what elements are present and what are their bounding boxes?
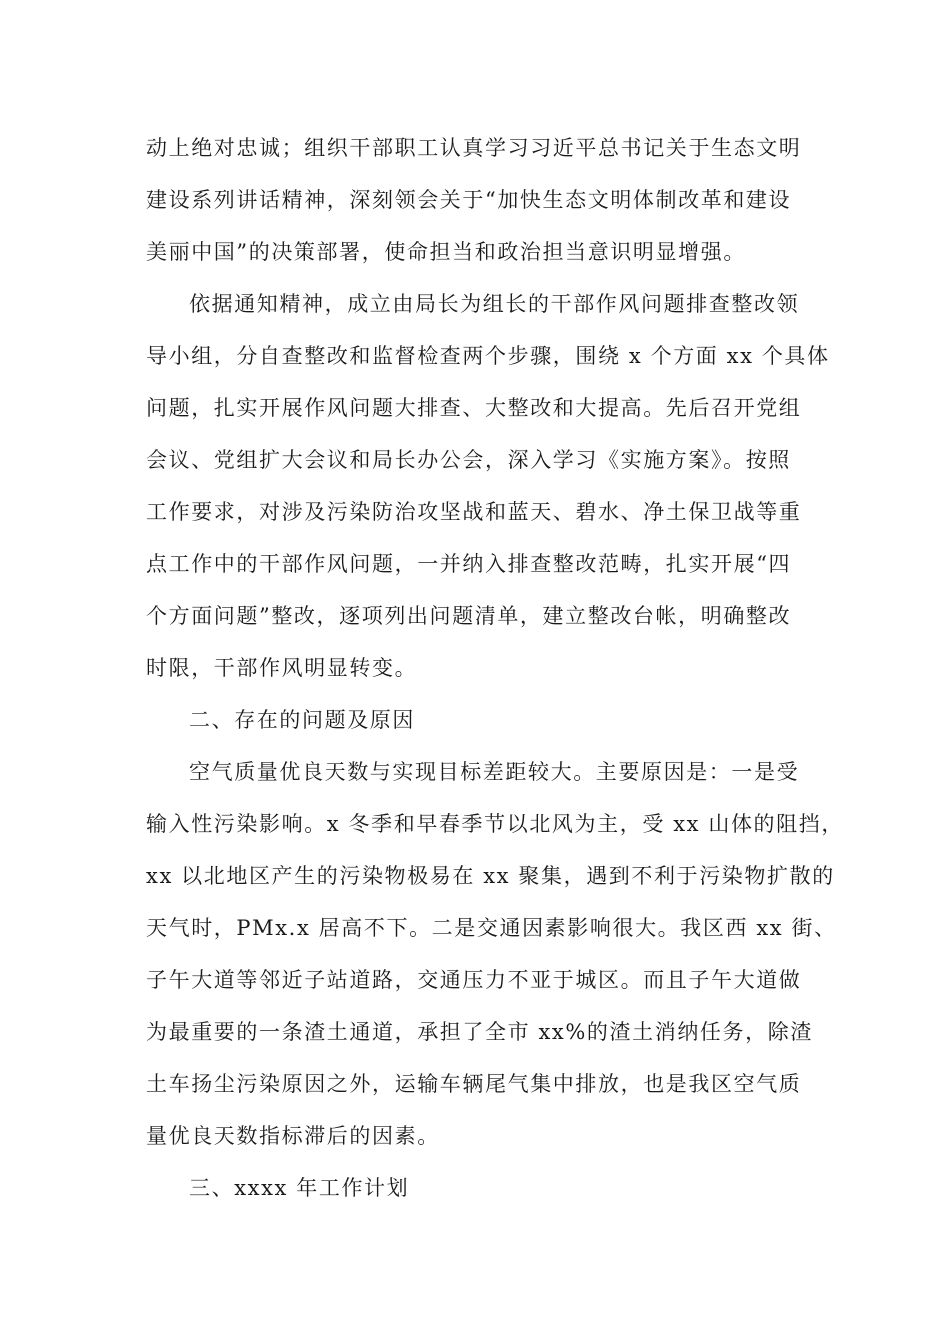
text-line: 点工作中的干部作风问题，一并纳入排查整改范畴，扎实开展“四 [146,552,792,576]
text-line: 个方面问题”整改，逐项列出问题清单，建立整改台帐，明确整改 [146,604,792,628]
text-line: 输入性污染影响。x 冬季和早春季节以北风为主，受 xx 山体的阻挡， [146,812,844,836]
text-line: 量优良天数指标滞后的因素。 [146,1124,440,1148]
paragraph-first-line: 依据通知精神，成立由局长为组长的干部作风问题排查整改领 [189,292,800,316]
text-line: 美丽中国”的决策部署，使命担当和政治担当意识明显增强。 [146,240,746,264]
section-heading: 二、存在的问题及原因 [189,708,415,732]
text-line: 导小组，分自查整改和监督检查两个步骤，围绕 x 个方面 xx 个具体 [146,344,830,368]
text-line: 工作要求，对涉及污染防治攻坚战和蓝天、碧水、净土保卫战等重 [146,500,802,524]
text-line: 土车扬尘污染原因之外，运输车辆尾气集中排放，也是我区空气质 [146,1072,802,1096]
text-line: 会议、党组扩大会议和局长办公会，深入学习《实施方案》。按照 [146,448,791,472]
text-line: 动上绝对忠诚；组织干部职工认真学习习近平总书记关于生态文明 [146,136,802,160]
text-line: xx 以北地区产生的污染物极易在 xx 聚集，遇到不利于污染物扩散的 [146,864,835,888]
text-line: 问题，扎实开展作风问题大排查、大整改和大提高。先后召开党组 [146,396,802,420]
text-line: 时限，干部作风明显转变。 [146,656,418,680]
text-line: 为最重要的一条渣土通道，承担了全市 xx%的渣土消纳任务，除渣 [146,1020,813,1044]
paragraph-first-line: 空气质量优良天数与实现目标差距较大。主要原因是：一是受 [189,760,800,784]
section-heading: 三、xxxx 年工作计划 [189,1176,410,1200]
text-line: 建设系列讲话精神，深刻领会关于“加快生态文明体制改革和建设 [146,188,792,212]
text-line: 子午大道等邻近子站道路，交通压力不亚于城区。而且子午大道做 [146,968,802,992]
text-line: 天气时，PMx.x 居高不下。二是交通因素影响很大。我区西 xx 街、 [146,916,837,940]
